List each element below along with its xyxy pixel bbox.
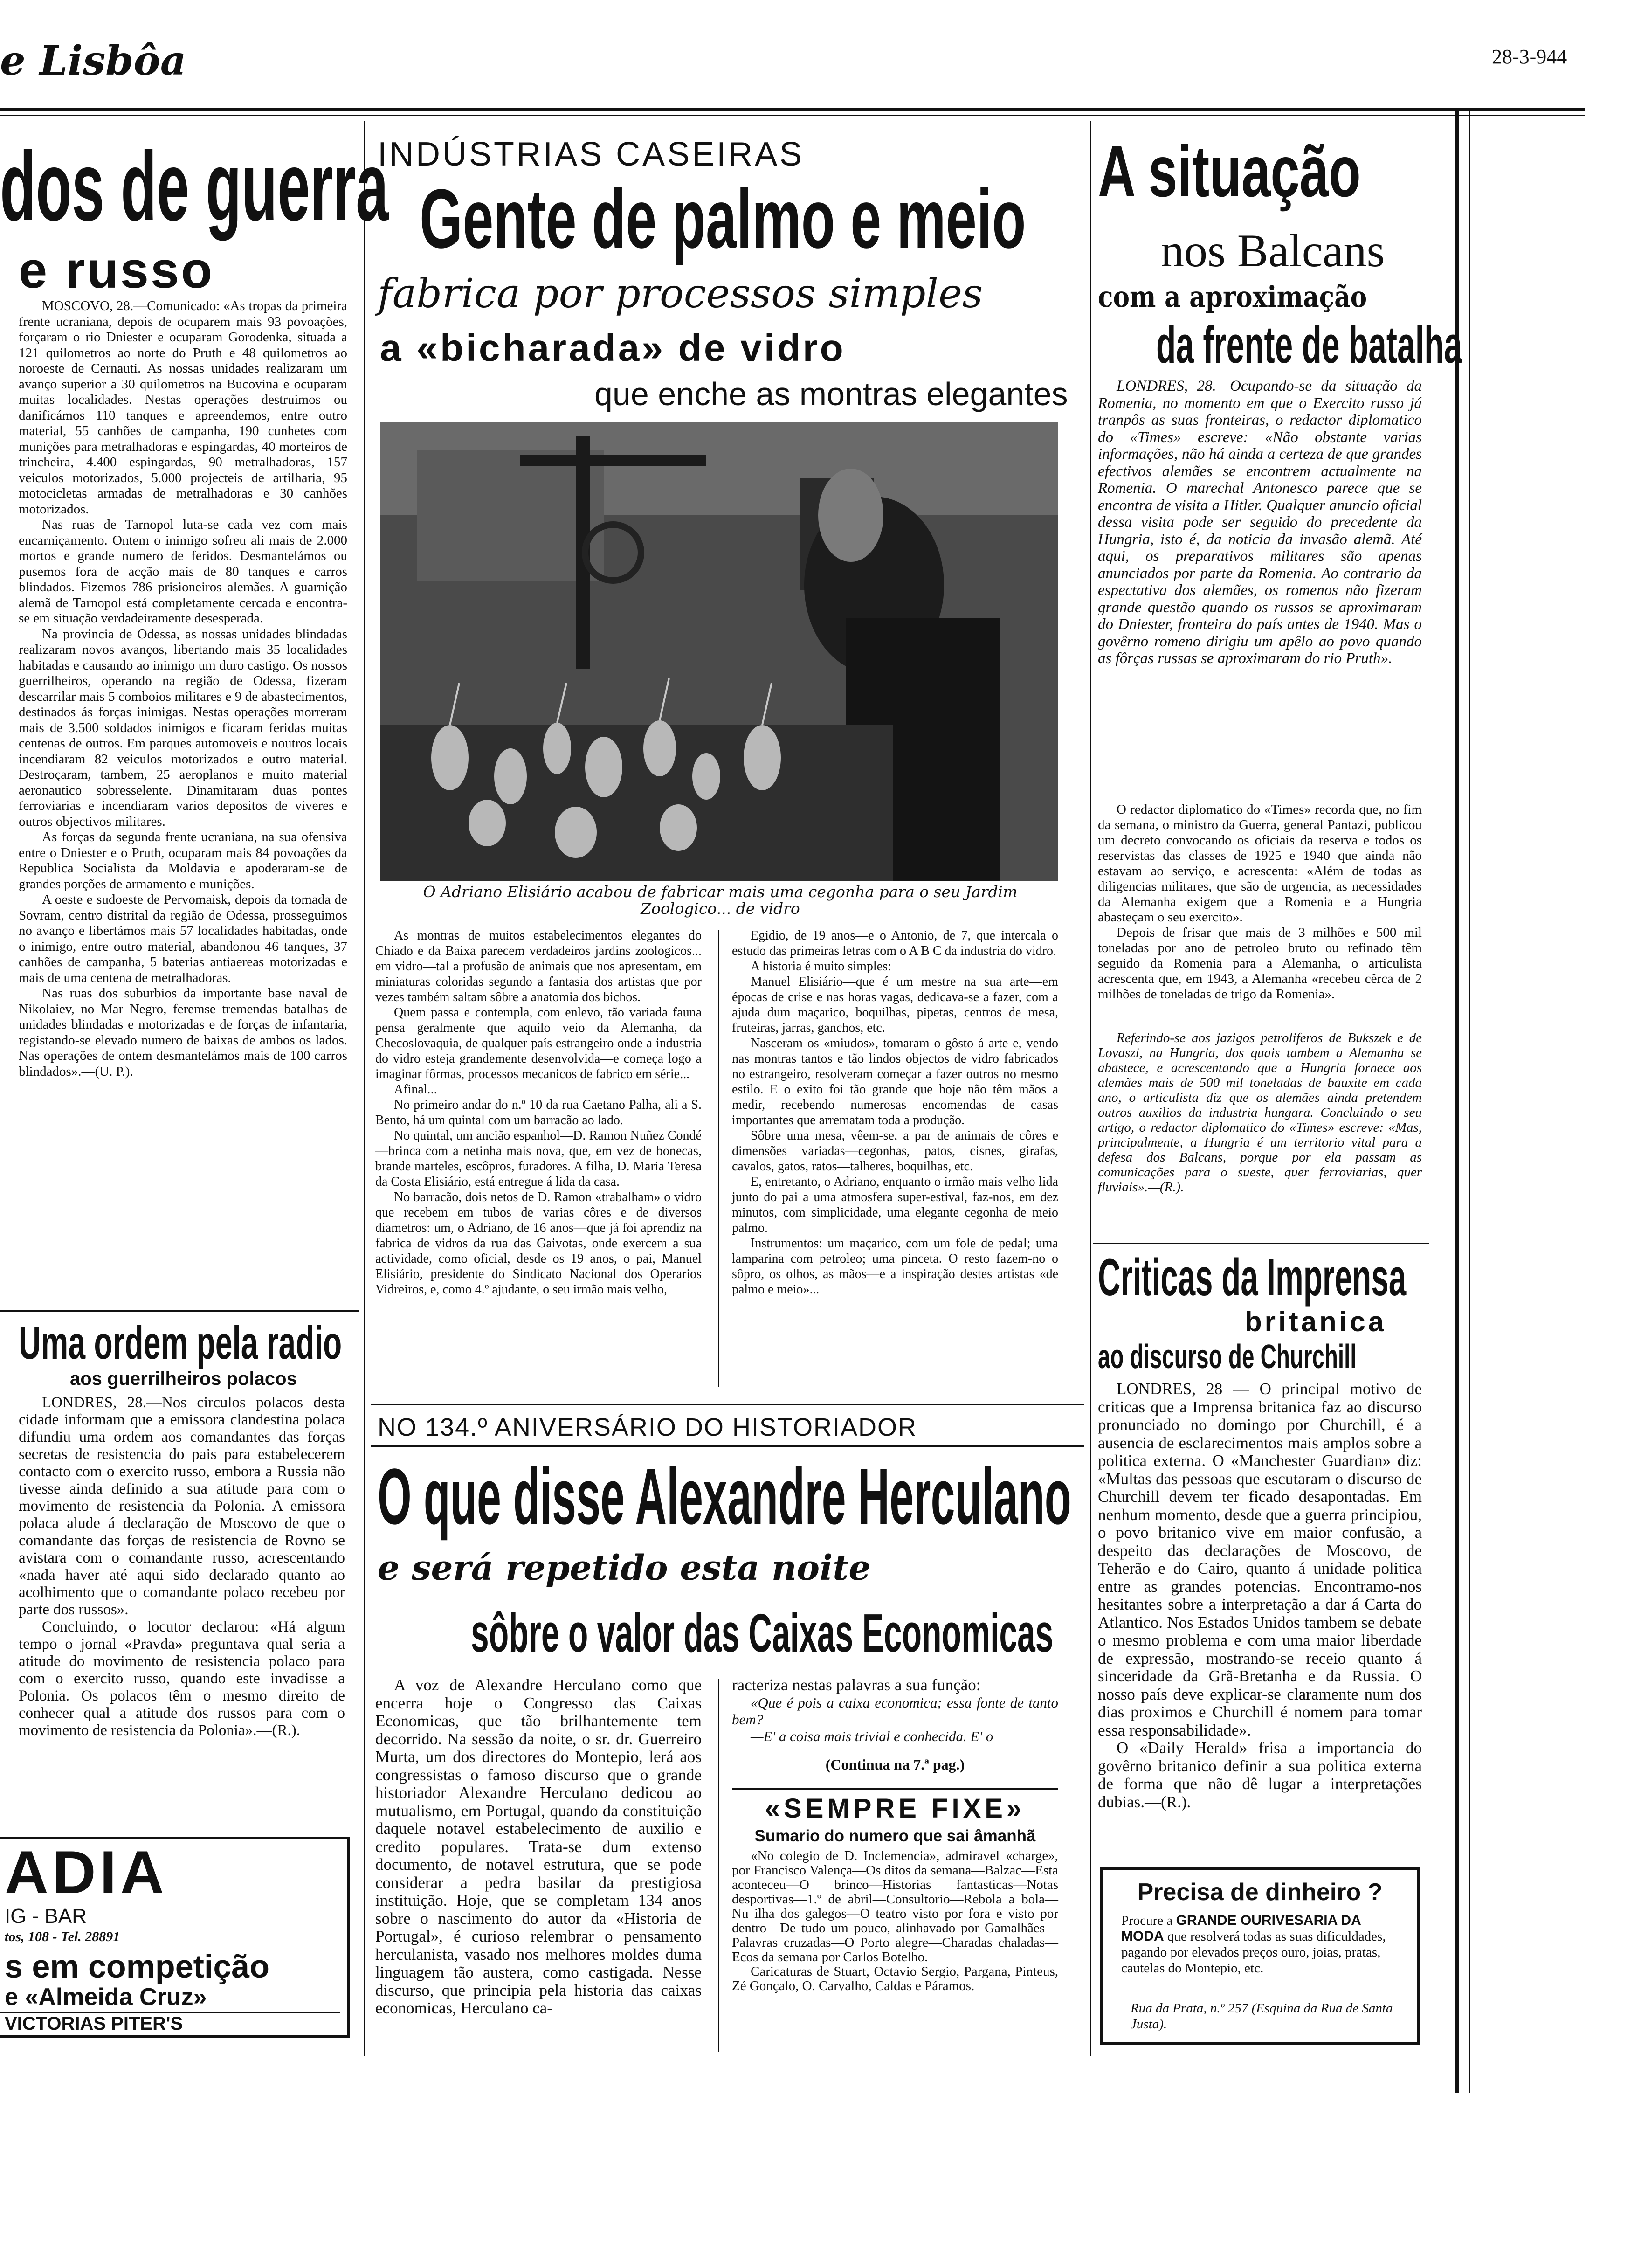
gente-para: No primeiro andar do n.º 10 da rua Caetano Palha, ali a S. Bento, há um quintal com um barracão ao lado.	[375, 1098, 702, 1127]
gente-para: Egidio, de 19 anos—e o Antonio, de 7, que intercala o estudo das primeiras letras com o A B C da industria do vidro.	[732, 928, 1058, 958]
criticas-sub1: britanica	[1245, 1306, 1387, 1337]
right-border	[1455, 111, 1459, 2093]
ad-subtitle: IG - BAR	[5, 1905, 87, 1928]
continua-label: (Continua na 7.ª pag.)	[825, 1756, 965, 1773]
ad-almeida: e «Almeida Cruz»	[5, 1984, 207, 2011]
gente-sub3: que enche as montras elegantes	[594, 376, 1068, 412]
gente-col2	[732, 928, 1058, 1297]
herculano-quote: «Que é pois a caixa economica; essa fonte de tanto bem?	[732, 1694, 1058, 1728]
herculano-col2-text: racteriza nestas palavras a sua função:	[732, 1676, 981, 1694]
radio-para: LONDRES, 28.—Nos circulos polacos desta cidade informam que a emissora clandestina polaca difundiu uma ordem aos comandantes das forças secretas de resistencia do pais para estabelecerem contacto com o exercito russo, embora a Russia não tivesse ainda definido a sua atitude para com o movimento de resistencia da Polonia. A emissora polaca alude á declaração de Moscovo de que o comandante das forças de resistencia de Rovno se avistara com o comandante russo, acrescentando «nada haver até aqui sido declarado quanto ao acolhimento que o comandante polaco recebeu por parte dos russos».	[19, 1394, 345, 1618]
herculano-quote2: —E' a coisa mais trivial e conhecida. E' o	[751, 1728, 993, 1744]
gente-para: Instrumentos: um maçarico, com um fole de pedal; uma lamparina com petroleo; uma pinceta. O resto fazem-no o sôpro, os olhos, as mãos—e a inspiração destes artistas «de palmo e meio»...	[732, 1236, 1058, 1297]
historiador-kicker: NO 134.º ANIVERSÁRIO DO HISTORIADOR	[378, 1413, 917, 1441]
left-subhead: e russo	[19, 242, 214, 299]
situacao-sub2: com a aproximação	[1098, 280, 1367, 314]
sempre-fixe-title: «SEMPRE FIXE»	[765, 1793, 1026, 1824]
gente-para: Sôbre uma mesa, vêem-se, a par de animais de côres e dimensões variadas—cegonhas, patos, cisnes, girafas, cavalos, gatos, ratos—talheres, boquilhas, etc.	[732, 1128, 1058, 1174]
criticas-para: LONDRES, 28 — O principal motivo de criticas que a Imprensa britanica faz ao discurso pronunciado no domingo por Churchill, é a ausencia de esclarecimentos mais amplos sobre a politica externa. O «Manchester Guardian» diz: «Multas das pessoas que escutaram o discurso de Churchill devem ter ficado desapontadas. Em nenhum momento, desde que a guerra principiou, o povo britanico vive em maior confusão, a despeito das declarações de Moscovo, de Teherão e do Cairo, quanto á unidade politica entre as grandes potencias. Encontramo-nos hesitantes sobre a interpretação a dar á Carta do Atlantico. Nos Estados Unidos tambem se debate o mesmo problema e com uma maior liberdade de expressão, mostrando-se receio quanto á sinceridade da Grã-Bretanha e da Russia. O nosso país deve explicar-se claramente num dos dias proximos e Churchill é nomem para tomar essa responsabilidade».	[1098, 1380, 1422, 1739]
herculano-sub2: sôbre o valor das Caixas Economicas	[471, 1603, 1054, 1663]
sempre-para: Caricaturas de Stuart, Octavio Sergio, Pargana, Pinteus, Zé Gonçalo, O. Carvalho, Caldas e Páramos.	[732, 1964, 1058, 1993]
ad-victorias: VICTORIAS PITER'S	[5, 2013, 183, 2034]
gente-col-rule	[718, 930, 719, 1387]
gente-para: A historia é muito simples:	[751, 959, 891, 974]
left-advertisement	[0, 1837, 350, 2038]
ourivesaria-advertisement	[1100, 1867, 1420, 2045]
criticas-body	[1098, 1380, 1422, 1811]
left-para: As forças da segunda frente ucraniana, na sua ofensiva entre o Dniester e o Pruth, ocuparam mais 84 povoações da Republica Socialista da Moldavia e apoderaram-se de grandes porções de armamento e munições.	[19, 830, 347, 892]
herculano-col-rule	[718, 1679, 719, 2052]
gente-para: Nasceram os «miudos», tomaram o gôsto á arte e, vendo nas montras tantos e tão lindos objectos de vidro fabricados no estrangeiro, resolveram começar a fazer outros no mesmo estilo. E o exito foi tão grande que hoje não têm mãos a medir, recebendo numerosas encomendas de casas importantes que arrematam toda a produção.	[732, 1036, 1058, 1127]
criticas-para: O «Daily Herald» frisa a importancia do govêrno britanico definir a sua politica externa de forma que não dê lugar a interpretações dubias.—(R.).	[1098, 1739, 1422, 1811]
ad-name: ADIA	[5, 1838, 168, 1906]
situacao-headline: A situação	[1098, 131, 1361, 212]
ourivesaria-body	[1121, 1913, 1406, 1976]
glassblower-photo	[380, 422, 1058, 881]
gente-para: E, entretanto, o Adriano, enquanto o irmão mais velho lida junto do pai a uma atmosfera super-estival, faz-nos, em dez minutos, com simplicidade, uma elegante cegonha de meio palmo.	[732, 1175, 1058, 1235]
left-para: Nas ruas de Tarnopol luta-se cada vez com mais encarniçamento. Ontem o inimigo sofreu ali mais de 2.000 mortos e grande numero de feridos. Desmantelámos ou pusemos fora de acção mais de 80 tanques e carros blindados. Fizemos 786 prisioneiros alemães. A guarnição alemã de Tarnopol está completamente cercada e encontra-se em situação verdadeiramente desesperada.	[19, 517, 347, 626]
issue-date: 28-3-944	[1492, 45, 1567, 68]
left-para: A oeste e sudoeste de Pervomaisk, depois da tomada de Sovram, centro distrital da região de Odessa, prosseguimos no avanço e libertámos mais 57 localidades habitadas, onde o inimigo, entre outro material, abandonou 46 tanques, 37 canhões de campanha, 5 baterias antiaereas motorizadas e mais de uma centena de metralhadoras.	[19, 892, 347, 985]
ad-address: tos, 108 - Tel. 28891	[5, 1929, 120, 1944]
left-headline: dos de guerra	[0, 131, 389, 241]
photo-glassblower-icon	[380, 422, 1058, 881]
gente-para: Quem passa e contempla, com enlevo, tão variada fauna pensa geralmente que aquilo veio da Alemanha, da Checoslovaquia, de qualquer país estrangeiro onde a industria do vidro esteja grandemente desenvolvida—e começa logo a imaginar fôrmas, processos mecanicos de fabrico em série...	[375, 1005, 702, 1081]
left-divider	[0, 1310, 359, 1312]
top-rule	[0, 108, 1585, 111]
photo-caption: O Adriano Elisiário acabou de fabricar mais uma cegonha para o seu Jardim Zoologico... de vidro	[423, 883, 1018, 918]
top-rule-2	[0, 115, 1585, 116]
masthead: e Lisbôa	[0, 37, 186, 84]
radio-para: Concluindo, o locutor declarou: «Há algum tempo o jornal «Pravda» preguntava qual seria a atitude do movimento de resistencia polaco para com o exercito russo, quando este invadisse a Polonia. Os polacos têm o mesmo direito de conhecer qual a atitude dos russos para com o movimento de resistencia da Polonia».—(R.).	[19, 1618, 345, 1739]
industrias-kicker: INDÚSTRIAS CASEIRAS	[378, 136, 805, 173]
situacao-body	[1098, 802, 1422, 1002]
ourivesaria-moda: DA MODA	[1121, 1913, 1361, 1944]
ourivesaria-address: Rua da Prata, n.º 257 (Esquina da Rua de Santa Justa).	[1131, 2001, 1393, 2032]
ad-competition: s em competição	[5, 1948, 269, 1984]
right-divider	[1093, 1243, 1429, 1244]
ourivesaria-name: GRANDE OURIVESARIA	[1176, 1913, 1338, 1928]
sempre-top-rule	[732, 1788, 1058, 1790]
col-rule-1	[364, 121, 365, 2056]
sempre-fixe-body	[732, 1849, 1058, 1993]
right-border-thin	[1469, 111, 1470, 2093]
left-para: MOSCOVO, 28.—Comunicado: «As tropas da primeira frente ucraniana, depois de ocuparem mais 93 povoações, forçaram o rio Dniester e ocuparam Gorodenka, situada a 121 quilometros ao norte do Pruth e 48 quilometros ao noroeste de Cernauti. As nossas unidades realizaram um avanço superior a 30 quilometros na Bucovina e ocuparam muitas localidades. Nestas operações destruimos ou danificámos 110 tanques e apreendemos, entre outro material, 55 canhões de campanha, 190 cunhetes com munições para metralhadoras e espingardas, 40 morteiros de trincheira, 4.400 espingardas, 90 metralhadoras, 157 veiculos motorizados, 5.000 projecteis de artilharia, 95 motocicletas armadas de metralhadoras e 30 canhões motorizados.	[19, 298, 347, 517]
criticas-headline: Criticas da Imprensa	[1098, 1248, 1407, 1307]
ourivesaria-title: Precisa de dinheiro ?	[1137, 1879, 1383, 1906]
situacao-sub1: nos Balcans	[1161, 225, 1385, 277]
situacao-italic: Referindo-se aos jazigos petroliferos de Bukszek e de Lovaszi, na Hungria, dos quais tambem a Alemanha se abastece, e acrescentando que a Hungria fornece aos alemães mais de 500 mil toneladas de bauxite em cada ano, o articulista diz que os alemães ainda pretendem outros auxilios da industria hungara. Concluindo o seu artigo, o redactor diplomatico do «Times» escreve: «Mas, principalmente, a Hungria é um territorio vital para a defesa dos Balcans, porque por ela passam as comunicações para o sueste, quer ferroviarias, quer fluviais».—(R.).	[1098, 1030, 1422, 1195]
gente-sub2: a «bicharada» de vidro	[380, 327, 846, 369]
gente-para: Afinal...	[394, 1082, 437, 1097]
herculano-col1: A voz de Alexandre Herculano como que encerra hoje o Congresso das Caixas Economicas, que tão brilhantemente tem decorrido. Na sessão da noite, o sr. dr. Guerreiro Murta, um dos directores do Montepio, lerá aos congressistas o famoso discurso que o grande historiador Alexandre Herculano dedicou ao mutualismo, em Portugal, quando da constituição daquele notavel estabelecimento de auxilio e credito populares. Trata-se dum extenso documento, de notavel estrutura, que se pode considerar a pedra basilar da prestigiosa instituição. Hoje, que se completam 134 anos sobre o nascimento do autor da «Historia de Portugal», é curioso relembrar o pensamento herculanista, vasado nos melhores moldes duma linguagem tão austera, como castigada. Nesse discurso, que principia pela historia das caixas economicas, Herculano ca-	[375, 1676, 702, 2017]
radio-subhead: aos guerrilheiros polacos	[70, 1369, 297, 1389]
gente-col1	[375, 928, 702, 1297]
situacao-lead: LONDRES, 28.—Ocupando-se da situação da Romenia, no momento em que o Exercito russo já tranpôs as suas fronteiras, o redactor diplomatico do «Times» escreve: «Não obstante varias informações, não há ainda a certeza de que grandes efectivos alemães se encontrem actualmente na Romenia. O marechal Antonesco parece que se encontra de visita a Hitler. Qualquer anuncio oficial dessa visita pode ser seguido do precedente da Hungria, isto é, da noticia da invasão alemã. Até aqui, os preparativos militares são apenas anunciados por parte da Romenia. Ao contrario da espectativa dos alemães, os romenos não fizeram grande questão quando os russos se aproximaram do Dniester, fronteira do país antes de 1940. Mas o govêrno romeno dirigiu um apêlo ao povo quando as fôrças russas se aproximaram do rio Pruth».	[1098, 378, 1422, 667]
radio-article	[19, 1394, 345, 1739]
ourivesaria-desc: que resolverá todas as suas dificuldades, pagando por elevados preços ouro, joias, pratas, cautelas do Montepio, etc.	[1121, 1929, 1386, 1976]
radio-headline: Uma ordem pela radio	[19, 1317, 342, 1369]
gente-para: Manuel Elisiário—que é um mestre na sua arte—em épocas de crise e nas horas vagas, dedicava-se a fazer, com a ajuda dum maçarico, boquilhas, pipetas, centros de mesa, fruteiras, jarras, ganchos, etc.	[732, 975, 1058, 1035]
center-divider	[371, 1404, 1084, 1405]
situacao-para: Depois de frisar que mais de 3 milhões e 500 mil toneladas por ano de petroleo bruto ou refinado têm seguido da Romenia para a Alemanha, o articulista acrescenta que, em 1943, a Alemanha «recebeu cêrca de 2 milhões de toneladas de trigo da Romenia».	[1098, 925, 1422, 1002]
col-rule-2	[1090, 121, 1091, 2056]
ourivesaria-procure: Procure a	[1121, 1913, 1173, 1928]
herculano-headline: O que disse Alexandre Herculano	[378, 1452, 1071, 1541]
gente-para: As montras de muitos estabelecimentos elegantes do Chiado e da Baixa parecem verdadeiros jardins zoologicos... em vidro—tal a profusão de animais que nos apresentam, em miniaturas coloridas segundo a fantasia dos artistas que por vezes também saltam sôbre a anatomia dos bichos.	[375, 928, 702, 1004]
left-para: Nas ruas dos suburbios da importante base naval de Nikolaiev, no Mar Negro, feremse tremendas batalhas de unidades blindadas e motorizadas e de forças de infantaria, registando-se elevado numero de baixas de ambos os lados. Nas operações de ontem desmantelámos mais de 100 carros blindados».—(U. P.).	[19, 986, 347, 1079]
herculano-sub1: e será repetido esta noite	[378, 1548, 871, 1588]
situacao-sub3: da frente de batalha	[1156, 316, 1462, 374]
gente-sub1: fabrica por processos simples	[378, 270, 983, 317]
situacao-para: O redactor diplomatico do «Times» recorda que, no fim da semana, o ministro da Guerra, general Pantazi, publicou um decreto convocando os oficiais da reserva e todos os reservistas das classes de 1925 e 1940 que ainda não estavam ao serviço, e acrescenta: «Além de todas as diligencias militares, que são de urgencia, as necessidades da Alemanha exigem que a Romenia e a Hungria abasteçam o seu exercito».	[1098, 802, 1422, 925]
criticas-sub2: ao discurso de Churchill	[1098, 1338, 1357, 1376]
sempre-fixe-subtitle: Sumario do numero que sai âmanhã	[754, 1827, 1036, 1845]
gente-headline: Gente de palmo e meio	[420, 172, 1026, 266]
left-para: Na provincia de Odessa, as nossas unidades blindadas realizaram novos avanços, libertando mais 35 localidades habitadas e causando ao inimigo um duro castigo. Os nossos guerrilheiros, operando na região de Odessa, fizeram descarrilar mais 5 comboios militares e 9 de abastecimentos, destinados ás forças inimigas. Nestas operações morreram mais de 3.500 soldados inimigos e ficaram feridas muitas centenas de outros. Em parques automoveis e noutros locais incendiaram 82 veiculos motorizados e outro material. Destroçaram, tambem, 25 aeroplanos e muito material aeronautico sobresselente. Dinamitaram duas pontes ferroviarias e incendiaram varios depositos de viveres e outros objectivos militares.	[19, 626, 347, 829]
left-article	[19, 298, 347, 1079]
herculano-col2	[732, 1676, 1058, 1773]
center-divider-2	[371, 1445, 1084, 1447]
gente-para: No quintal, um ancião espanhol—D. Ramon Nuñez Condé—brinca com a netinha mais nova, que, em vez de bonecas, brande marteles, escôpros, furadores. A filha, D. Maria Teresa da Costa Elisiário, está entregue á lida da casa.	[375, 1128, 702, 1189]
sempre-para: «No colegio de D. Inclemencia», admiravel «charge», por Francisco Valença—Os ditos da semana—Balzac—Esta aconteceu—O brinco—Historias fantasticas—Notas desportivas—1.º de abril—Consultorio—Rebola a bola—Nu ilha dos galegos—O teatro visto por fora e visto por dentro—De tudo um pouco, alinhavado por Gamalhães—Palavras cruzadas—O Porto alegre—Charadas chaladas—Ecos da semana por Carlos Botelho.	[732, 1848, 1058, 1964]
gente-para: No barracão, dois netos de D. Ramon «trabalham» o vidro que recebem em tubos de varias côres e de diversos diametros: um, o Adriano, de 16 anos—que já foi aprendiz na fabrica de vidros da rua das Gaivotas, onde exercem a sua actividade, como oficial, desde os 19 anos, o pai, Manuel Elisiário, presidente do Sindicato Nacional dos Operarios Vidreiros, e, como 4.º ajudante, o seu irmão mais velho,	[375, 1190, 702, 1297]
